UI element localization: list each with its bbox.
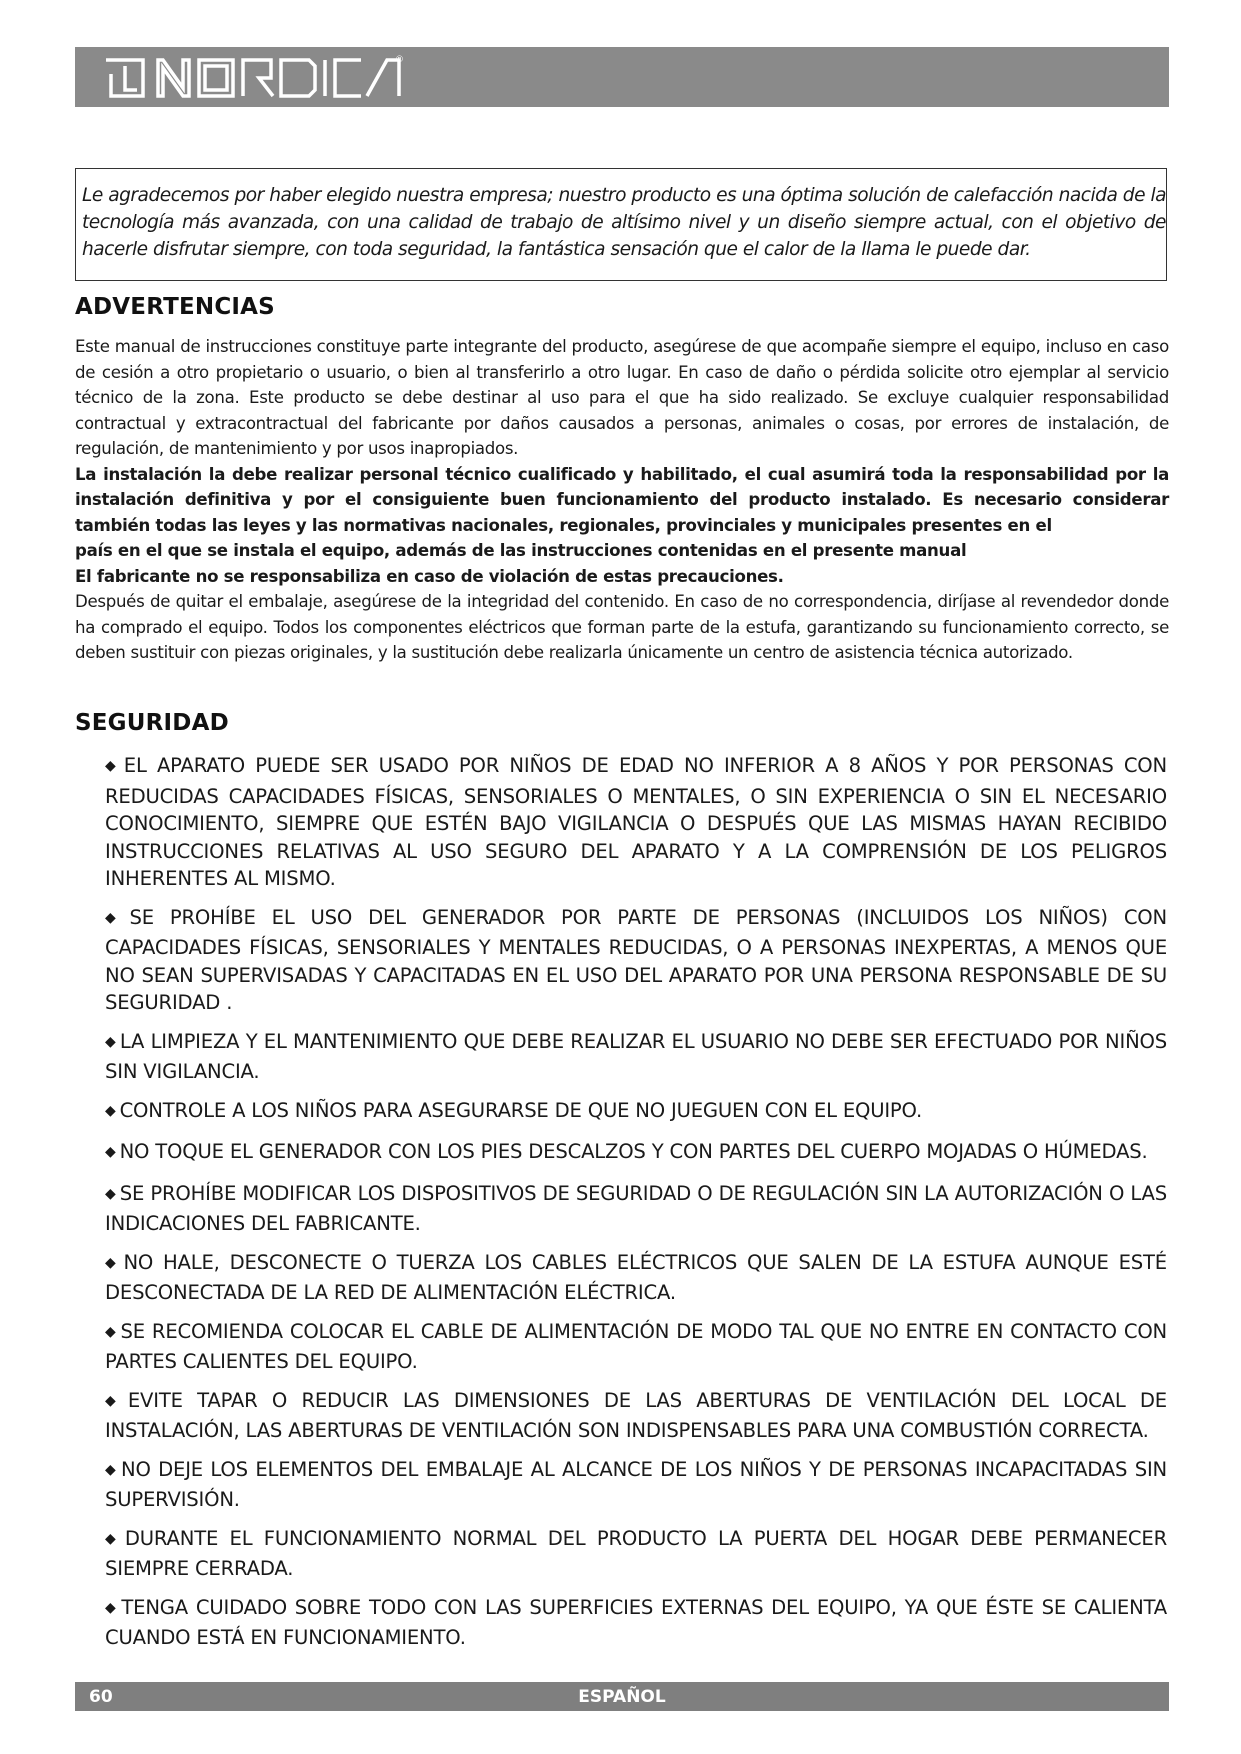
list-item: ◆ LA LIMPIEZA Y EL MANTENIMIENTO QUE DEBE REALIZAR EL USUARIO NO DEBE SER EFECTUADO POR NIÑOS SIN VIGILANCIA. xyxy=(105,1029,1167,1083)
advertencias-bold-3: El fabricante no se responsabiliza en caso de violación de estas precauciones. xyxy=(75,566,784,586)
diamond-bullet-icon: ◆ xyxy=(105,1392,124,1409)
list-item: ◆ EVITE TAPAR O REDUCIR LAS DIMENSIONES DE LAS ABERTURAS DE VENTILACIÓN DEL LOCAL DE INSTALACIÓN, LAS ABERTURAS DE VENTILACIÓN SON INDISPENSABLES PARA UNA COMBUSTIÓN CORRECTA. xyxy=(105,1388,1167,1442)
footer-bar xyxy=(75,1682,1169,1711)
list-item: ◆ DURANTE EL FUNCIONAMIENTO NORMAL DEL PRODUCTO LA PUERTA DEL HOGAR DEBE PERMANECER SIEMPRE CERRADA. xyxy=(105,1526,1167,1580)
diamond-bullet-icon: ◆ xyxy=(105,1185,116,1202)
list-item: ◆ SE PROHÍBE EL USO DEL GENERADOR POR PARTE DE PERSONAS (INCLUIDOS LOS NIÑOS) CON CAPACIDADES FÍSICAS, SENSORIALES Y MENTALES REDUCIDAS, O A PERSONAS INEXPERTAS, A MENOS QUE NO SEAN SUPERVISADAS Y CAPACITADAS EN EL USO DEL APARATO POR UNA PERSONA RESPONSABLE DE SU SEGURIDAD . xyxy=(105,905,1167,1014)
page-number: 60 xyxy=(89,1687,113,1707)
advertencias-body xyxy=(75,334,1169,666)
list-item: ◆ EL APARATO PUEDE SER USADO POR NIÑOS DE EDAD NO INFERIOR A 8 AÑOS Y POR PERSONAS CON REDUCIDAS CAPACIDADES FÍSICAS, SENSORIALES O MENTALES, O SIN EXPERIENCIA O SIN EL NECESARIO CONOCIMIENTO, SIEMPRE QUE ESTÉN BAJO VIGILANCIA O DESPUÉS QUE LAS MISMAS HAYAN RECIBIDO INSTRUCCIONES RELATIVAS AL USO SEGURO DEL APARATO Y A LA COMPRENSIÓN DE LOS PELIGROS INHERENTES AL MISMO. xyxy=(105,754,1167,890)
registered-mark: ® xyxy=(395,55,404,65)
diamond-bullet-icon: ◆ xyxy=(105,909,126,926)
diamond-bullet-icon: ◆ xyxy=(105,1461,117,1478)
advertencias-bold-1: La instalación la debe realizar personal técnico cualificado y habilitado, el cual asumirá toda la responsabilidad por la instalación definitiva y por el consiguiente buen funcionamiento del producto instalado. Es necesario considerar también todas las leyes y las normativas nacionales, regionales, provinciales y municipales presentes en el xyxy=(75,464,1169,535)
list-item: ◆ SE RECOMIENDA COLOCAR EL CABLE DE ALIMENTACIÓN DE MODO TAL QUE NO ENTRE EN CONTACTO CON PARTES CALIENTES DEL EQUIPO. xyxy=(105,1319,1167,1373)
diamond-bullet-icon: ◆ xyxy=(105,1033,116,1050)
advertencias-title: ADVERTENCIAS xyxy=(75,294,275,320)
list-item: ◆ SE PROHÍBE MODIFICAR LOS DISPOSITIVOS DE SEGURIDAD O DE REGULACIÓN SIN LA AUTORIZACIÓN O LAS INDICACIONES DEL FABRICANTE. xyxy=(105,1181,1167,1235)
diamond-bullet-icon: ◆ xyxy=(105,1599,118,1616)
advertencias-para-2: Después de quitar el embalaje, asegúrese de la integridad del contenido. En caso de no correspondencia, diríjase al revendedor donde ha comprado el equipo. Todos los componentes eléctricos que forman parte de la estufa, garantizando su funcionamiento correcto, se deben sustituir con piezas originales, y la sustitución debe realizarla únicamente un centro de asistencia técnica autorizado. xyxy=(75,592,1169,662)
list-item: ◆ NO DEJE LOS ELEMENTOS DEL EMBALAJE AL ALCANCE DE LOS NIÑOS Y DE PERSONAS INCAPACITADAS SIN SUPERVISIÓN. xyxy=(105,1457,1167,1511)
la-nordica-logo-icon xyxy=(103,52,403,104)
advertencias-bold-2: país en el que se instala el equipo, además de las instrucciones contenidas en el presente manual xyxy=(75,541,967,560)
diamond-bullet-icon: ◆ xyxy=(105,1323,117,1340)
list-item: ◆ NO TOQUE EL GENERADOR CON LOS PIES DESCALZOS Y CON PARTES DEL CUERPO MOJADAS O HÚMEDAS. xyxy=(105,1140,1148,1163)
diamond-bullet-icon: ◆ xyxy=(105,758,120,774)
intro-box xyxy=(75,168,1167,281)
seguridad-title: SEGURIDAD xyxy=(75,710,229,736)
seguridad-list xyxy=(105,752,1167,1663)
diamond-bullet-icon: ◆ xyxy=(105,1144,116,1160)
list-item: ◆ NO HALE, DESCONECTE O TUERZA LOS CABLES ELÉCTRICOS QUE SALEN DE LA ESTUFA AUNQUE ESTÉ DESCONECTADA DE LA RED DE ALIMENTACIÓN ELÉCTRICA. xyxy=(105,1250,1167,1304)
advertencias-para-1: Este manual de instrucciones constituye parte integrante del producto, asegúrese de que acompañe siempre el equipo, incluso en caso de cesión a otro propietario o usuario, o bien al transferirlo a otro lugar. En caso de daño o pérdida solicite otro ejemplar al servicio técnico de la zona. Este producto se debe destinar al uso para el que ha sido realizado. Se excluye cualquier responsabilidad contractual y extracontractual del fabricante por daños causados a personas, animales o cosas, por errores de instalación, de regulación, de mantenimiento y por usos inapropiados. xyxy=(75,337,1169,458)
diamond-bullet-icon: ◆ xyxy=(105,1530,121,1547)
diamond-bullet-icon: ◆ xyxy=(105,1102,116,1119)
list-item: ◆ CONTROLE A LOS NIÑOS PARA ASEGURARSE DE QUE NO JUEGUEN CON EL EQUIPO. xyxy=(105,1098,923,1122)
footer-language: ESPAÑOL xyxy=(578,1687,666,1707)
intro-text: Le agradecemos por haber elegido nuestra empresa; nuestro producto es una óptima solución de calefacción nacida de la tecnología más avanzada, con una calidad de trabajo de altísimo nivel y un diseño siempre actual, con el objetivo de hacerle disfrutar siempre, con toda seguridad, la fantástica sensación que el calor de la llama le puede dar. xyxy=(82,185,1166,260)
diamond-bullet-icon: ◆ xyxy=(105,1254,120,1271)
list-item: ◆ TENGA CUIDADO SOBRE TODO CON LAS SUPERFICIES EXTERNAS DEL EQUIPO, YA QUE ÉSTE SE CALIENTA CUANDO ESTÁ EN FUNCIONAMIENTO. xyxy=(105,1595,1167,1649)
